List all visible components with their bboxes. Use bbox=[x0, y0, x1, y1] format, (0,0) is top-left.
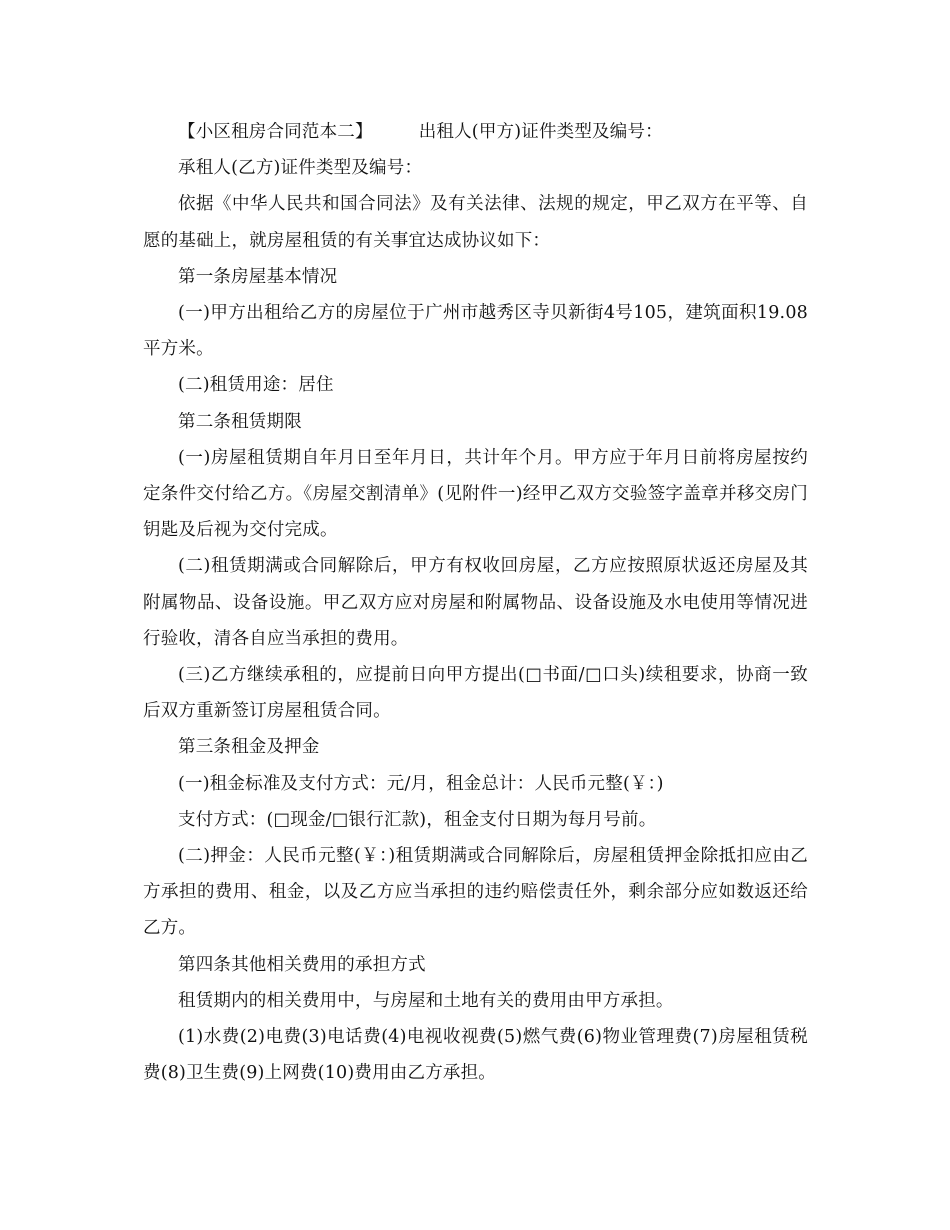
paragraph-preamble: 依据《中华人民共和国合同法》及有关法律、法规的规定，甲乙双方在平等、自愿的基础上，就房屋租赁的有关事宜达成协议如下： bbox=[143, 194, 808, 251]
article-3-clause-1: (一)租金标准及支付方式：元/月，租金总计：人民币元整(￥：) bbox=[178, 773, 664, 794]
article-2-clause-3: (三)乙方继续承租的，应提前日向甲方提出(□书面/□口头)续租要求，协商一致后双方重新签订房屋租赁合同。 bbox=[143, 665, 808, 722]
article-3-clause-2: (二)押金：人民币元整(￥：)租赁期满或合同解除后，房屋租赁押金除抵扣应由乙方承担的费用、租金，以及乙方应当承担的违约赔偿责任外，剩余部分应如数返还给乙方。 bbox=[143, 846, 808, 939]
article-3-payment-method: 支付方式：(□现金/□银行汇款)，租金支付日期为每月号前。 bbox=[178, 809, 657, 830]
lessor-id-label: 出租人(甲方)证件类型及编号： bbox=[418, 122, 663, 142]
article-4-paragraph-2: (1)水费(2)电费(3)电话费(4)电视收视费(5)燃气费(6)物业管理费(7)房屋租赁税费(8)卫生费(9)上网费(10)费用由乙方承担。 bbox=[143, 1027, 808, 1084]
document-title: 【小区租房合同范本二】 bbox=[178, 122, 373, 142]
article-2-clause-2: (二)租赁期满或合同解除后，甲方有权收回房屋，乙方应按照原状返还房屋及其附属物品、设备设施。甲乙双方应对房屋和附属物品、设备设施及水电使用等情况进行验收，清各自应当承担的费用。 bbox=[143, 556, 808, 649]
document-heading-line bbox=[143, 114, 808, 150]
article-1-heading: 第一条房屋基本情况 bbox=[178, 266, 338, 287]
article-2-clause-1: (一)房屋租赁期自年月日至年月日，共计年个月。甲方应于年月日前将房屋按约定条件交付给乙方。《房屋交割清单》(见附件一)经甲乙双方交验签字盖章并移交房门钥匙及后视为交付完成。 bbox=[143, 447, 808, 541]
article-4-heading: 第四条其他相关费用的承担方式 bbox=[178, 954, 426, 975]
document-body bbox=[143, 114, 808, 1091]
article-2-heading: 第二条租赁期限 bbox=[178, 411, 302, 432]
article-4-paragraph-1: 租赁期内的相关费用中，与房屋和土地有关的费用由甲方承担。 bbox=[178, 990, 674, 1011]
article-1-clause-1: (一)甲方出租给乙方的房屋位于广州市越秀区寺贝新街4号105，建筑面积19.08平方米。 bbox=[143, 303, 808, 360]
article-1-clause-2: (二)租赁用途：居住 bbox=[178, 375, 334, 396]
paragraph-lessee-id: 承租人(乙方)证件类型及编号： bbox=[178, 158, 423, 179]
article-3-heading: 第三条租金及押金 bbox=[178, 737, 320, 758]
